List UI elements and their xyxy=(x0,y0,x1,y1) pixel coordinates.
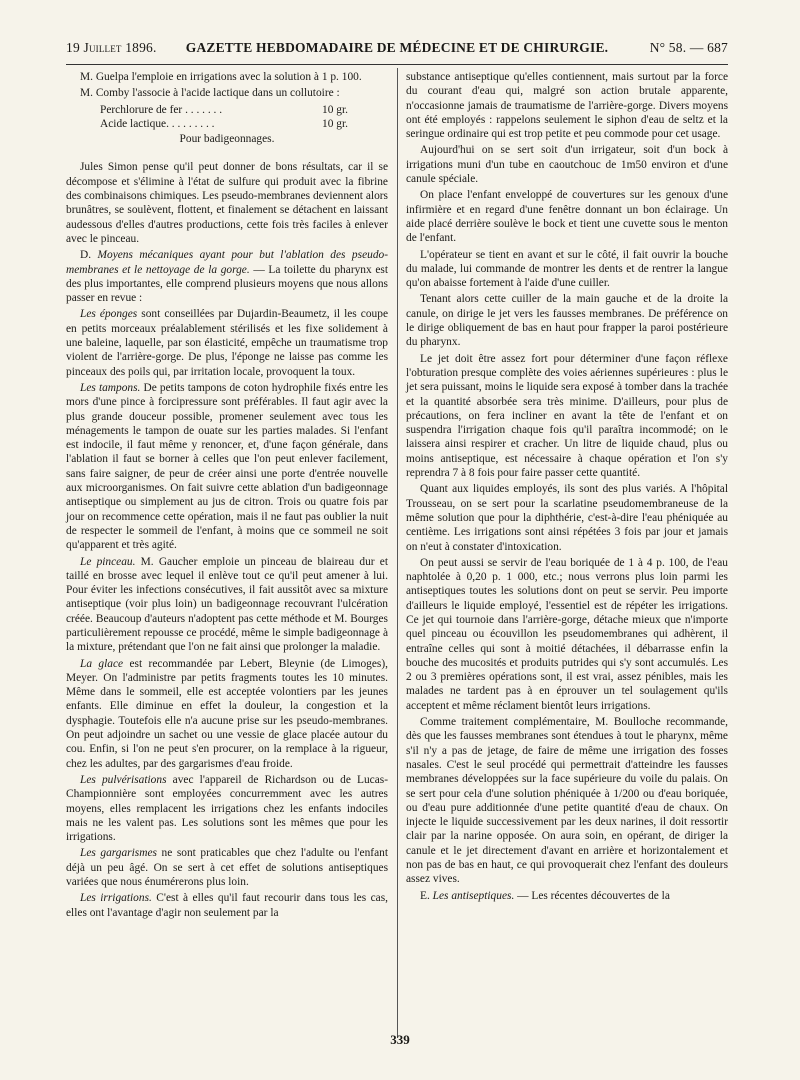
paragraph xyxy=(66,307,388,378)
paragraph: On peut aussi se servir de l'eau boriquée de 1 à 4 p. 100, de l'eau naphtolée à 0,20 p. 1 000, etc.; nous verrons plus loin parmi les antiseptiques toutes les solutions dont on peut se servir. Peu importe d'ailleurs le liquide employé, l'essentiel est de répéter les irrigations. Ce jet qui tournoie dans l'arrière-gorge, détache mieux que n'importe quel pinceau ou écouvillon les pseudomembranes qui adhèrent, il entraîne celles qui sont à moitié détachées, il débarrasse enfin la bouche des mucosités et produits putrides qui s'y sont accumulés. Les 2 ou 3 premières opérations sont, il est vrai, assez pénibles, mais les malades ne tardent pas à en éprouver un tel soulagement qu'ils acceptent et même réclament bientôt leurs irrigations. xyxy=(406,556,728,712)
run-in-title: Les tampons. xyxy=(80,381,141,394)
paragraph-text: De petits tampons de coton hydrophile fixés entre les mors d'une pince à forcipressure sont préférables. Il faut agir avec la plus grande douceur possible, promener seulement avec tous les ménagements le tampon de ouate sur les parties malades. Si l'enfant est indocile, il faut même y renoncer, et, d'une façon générale, dans l'ablation il faut se borner à celles que l'on peut enlever facilement, sans faire saigner, de peur de créer ainsi une porte d'entrée nouvelle aux microorganismes. On fait suivre cette ablation d'un badigeonnage antiseptique ou simplement au jus de citron. Trois ou quatre fois par jour on recommence cette opération, mais il ne faut pas oublier la nuit de respecter le sommeil de l'enfant, à moins que ce sommeil ne soit qu'apparent et très agité. xyxy=(66,381,389,552)
date-year: 1896. xyxy=(125,40,157,55)
run-in-title: Le pinceau. xyxy=(80,555,136,568)
date-day: 19 xyxy=(66,40,80,55)
left-column xyxy=(66,70,388,922)
paragraph: On place l'enfant enveloppé de couvertures sur les genoux d'une infirmière et en regard d'une fenêtre donnant un bon éclairage. Un aide placé derrière soulève le bock et tient une cuvette sous le menton de l'enfant. xyxy=(406,189,728,245)
section-title: Moyens mécaniques ayant pour but l'ablation des pseudo-membranes et le nettoyage de la gorge. xyxy=(66,249,388,276)
paragraph-text: est recommandée par Lebert, Bleynie (de Limoges), Meyer. On l'administre par petits fragments toutes les 10 minutes. Même dans le sommeil, elle est acceptée volontiers par les jeunes enfants. Elle diminue en effet la douleur, la congestion et la dysphagie. Toutefois elle n'a aucune prise sur les pseudo-membranes. On peut adjoindre un sachet ou une vessie de glace placée autour du cou. Enfin, si l'on ne peut s'en procurer, on la remplace à la rigueur, chez les adultes, par des gargarismes d'eau froide. xyxy=(66,657,388,770)
section-letter: D. xyxy=(80,249,98,262)
paragraph xyxy=(66,891,388,920)
run-in-title: Les irrigations. xyxy=(80,892,152,905)
section-title: Les antiseptiques. xyxy=(432,889,515,902)
section-letter: E. xyxy=(420,889,433,902)
recipe-ingredient: Acide lactique. . . . . . . . . xyxy=(100,117,215,130)
paragraph: M. Guelpa l'emploie en irrigations avec la solution à 1 p. 100. xyxy=(80,71,362,83)
paragraph-text: sont conseillées par Dujardin-Beaumetz, il les coupe en petits morceaux préalablement stérilisés et les fixe solidement à une baleine, laquelle, par son élasticité, empêche un traumatisme trop violent de l'arrière-gorge. De plus, l'éponge ne laisse pas comme les pinceaux des poils qui, par irritation locale, provoquent la toux. xyxy=(66,308,388,378)
paragraph: Jules Simon pense qu'il peut donner de bons résultats, car il se décompose et s'élimine à l'état de sulfure qui produit avec la fibrine des combinaisons chimiques. Les pseudo-membranes deviennent alors brunâtres, se soulèvent, flottent, et finalement se détachent en laissant audessous d'elles d'autres productions, cette fois très faciles à enlever avec le pinceau. xyxy=(66,161,388,245)
paragraph: L'opérateur se tient en avant et sur le côté, il fait ouvrir la bouche du malade, lui commande de montrer les dents et de rentrer la langue qu'on abaisse fortement à l'aide d'une cuiller. xyxy=(406,248,728,290)
recipe-quantity: 10 gr. xyxy=(322,103,348,116)
paragraph-text: ne sont praticables que chez l'adulte ou l'enfant déjà un peu âgé. On se sert à cet effet de solutions antiseptiques variées que nous énumérerons plus loin. xyxy=(66,847,388,889)
section-heading-paragraph xyxy=(66,248,388,305)
paragraph: Aujourd'hui on se sert soit d'un irrigateur, soit d'un bock à irrigations muni d'un tube en caoutchouc de 1m50 environ et d'une canule spéciale. xyxy=(406,144,728,186)
paragraph: Tenant alors cette cuiller de la main gauche et de la droite la canule, on dirige le jet vers les fausses membranes. De préférence on le dirige obliquement de bas en haut pour frapper la paroi postérieure du pharynx. xyxy=(406,293,728,349)
run-in-title: Les éponges xyxy=(80,308,138,321)
header-rule xyxy=(66,64,728,65)
recipe-row xyxy=(66,103,388,117)
recipe-quantity: 10 gr. xyxy=(322,117,348,130)
recipe-note: Pour badigeonnages. xyxy=(179,133,275,146)
recipe-ingredient: Perchlorure de fer . . . . . . . xyxy=(100,103,223,116)
paragraph: Comme traitement complémentaire, M. Boulloche recommande, dès que les fausses membranes sont étendues à tout le pharynx, même s'il n'y a pas de jetage, de faire de même une irrigation des fosses nasales. C'est le seul procédé qui permettrait d'atteindre les fausses membranes développées sur la face supérieure du voile du palais. On se sert pour cela d'une solution phéniquée à 1/200 ou d'eau boriquée, ou d'eau pure additionnée d'une petite quantité d'eau de chaux. On injecte le liquide successivement par les deux narines, il doit ressortir clair par la narine opposée. On aura soin, en opérant, de diriger la canule et le jet directement d'avant en arrière et horizontalement et non pas de bas en haut, ce qui provoquerait chez l'enfant des douleurs assez vives. xyxy=(406,716,728,886)
paragraph-text: — Les récentes découvertes de la xyxy=(514,889,670,902)
page-number: 339 xyxy=(390,1032,410,1047)
paragraph: substance antiseptique qu'elles contiennent, mais surtout par la force du courant d'eau qui, malgré son action brutale apparente, n'occasionne jamais de traumatisme de l'arrière-gorge. Divers moyens ont été employés : rappelons seulement le siphon d'eau de seltz et la seringue ordinaire qui est trop petite et peu commode pour cet usage. xyxy=(406,71,728,141)
paragraph: M. Comby l'associe à l'acide lactique dans un collutoire : xyxy=(80,87,340,100)
running-header xyxy=(66,37,728,59)
run-in-title: La glace xyxy=(80,657,124,670)
paragraph xyxy=(66,846,388,889)
paragraph-text: avec l'appareil de Richardson ou de Lucas-Championnière sont employées concurremment avec les autres moyens, elles remplacent les irrigations chez les enfants indociles mais ne les valent pas. Les solutions sont les mêmes que pour les irrigations. xyxy=(66,773,388,844)
run-in-title: Les pulvérisations xyxy=(80,773,167,786)
right-column xyxy=(406,70,728,905)
issue-page: N° 58. — 687 xyxy=(649,40,728,55)
paragraph xyxy=(66,555,388,655)
paragraph xyxy=(66,773,388,844)
column-divider xyxy=(397,68,398,1038)
paragraph-text: C'est à elles qu'il faut recourir dans tous les cas, elles ont l'avantage d'agir non seulement par la xyxy=(66,892,388,919)
recipe xyxy=(66,103,388,147)
paragraph xyxy=(66,657,388,771)
paragraph-text: M. Gaucher emploie un pinceau de blaireau dur et taillé en brosse avec lequel il enlève tout ce qu'il peut amener à lui. Pour éviter les infections consécutives, il fait aussitôt avec sa mixture antiseptique (voir plus loin) un badigeonnage recouvrant l'ulcération créée. Beaucoup d'auteurs n'adoptent pas cette méthode et M. Bourges particulièrement repousse ce procédé, même le simple badigeonnage à la mixture, prétendant que l'on ne fait ainsi que prolonger la maladie. xyxy=(66,555,388,654)
recipe-row xyxy=(66,117,388,131)
paragraph: Quant aux liquides employés, ils sont des plus variés. A l'hôpital Trousseau, on se sert pour la scarlatine pseudomembraneuse de la même solution que pour la diphthérie, c'est-à-dire l'eau phéniquée au centième. Les irrigations sont ainsi répétées 3 fois par jour et jamais on n'eut à constater d'intoxication. xyxy=(406,483,728,553)
paragraph xyxy=(66,381,388,553)
date-month: Juillet xyxy=(83,40,122,55)
paragraph: Le jet doit être assez fort pour déterminer d'une façon réflexe l'obturation presque complète des voies aériennes supérieures : plus le jet sera puissant, moins le liquide sera exposé à tomber dans la trachée et la quantité absorbée sera très minime. D'ailleurs, pour plus de précautions, on fera incliner en avant la tête de l'enfant et on suspendra l'irrigation chaque fois qu'il paraîtra incommodé; on le laissera ainsi respirer et cracher. Un litre de liquide chaud, plus ou moins antiseptique, est nécessaire à chaque opération et l'on s'y reprendra 7 à 8 fois pour faire passer cette quantité. xyxy=(406,352,728,480)
section-heading-paragraph xyxy=(406,889,728,903)
journal-title: GAZETTE HEBDOMADAIRE DE MÉDECINE ET DE CHIRURGIE. xyxy=(185,40,609,55)
paragraph-text: — La toilette du pharynx est des plus importantes, elle comprend plusieurs moyens que nous allons passer en revue : xyxy=(66,263,388,305)
run-in-title: Les gargarismes xyxy=(80,847,157,860)
